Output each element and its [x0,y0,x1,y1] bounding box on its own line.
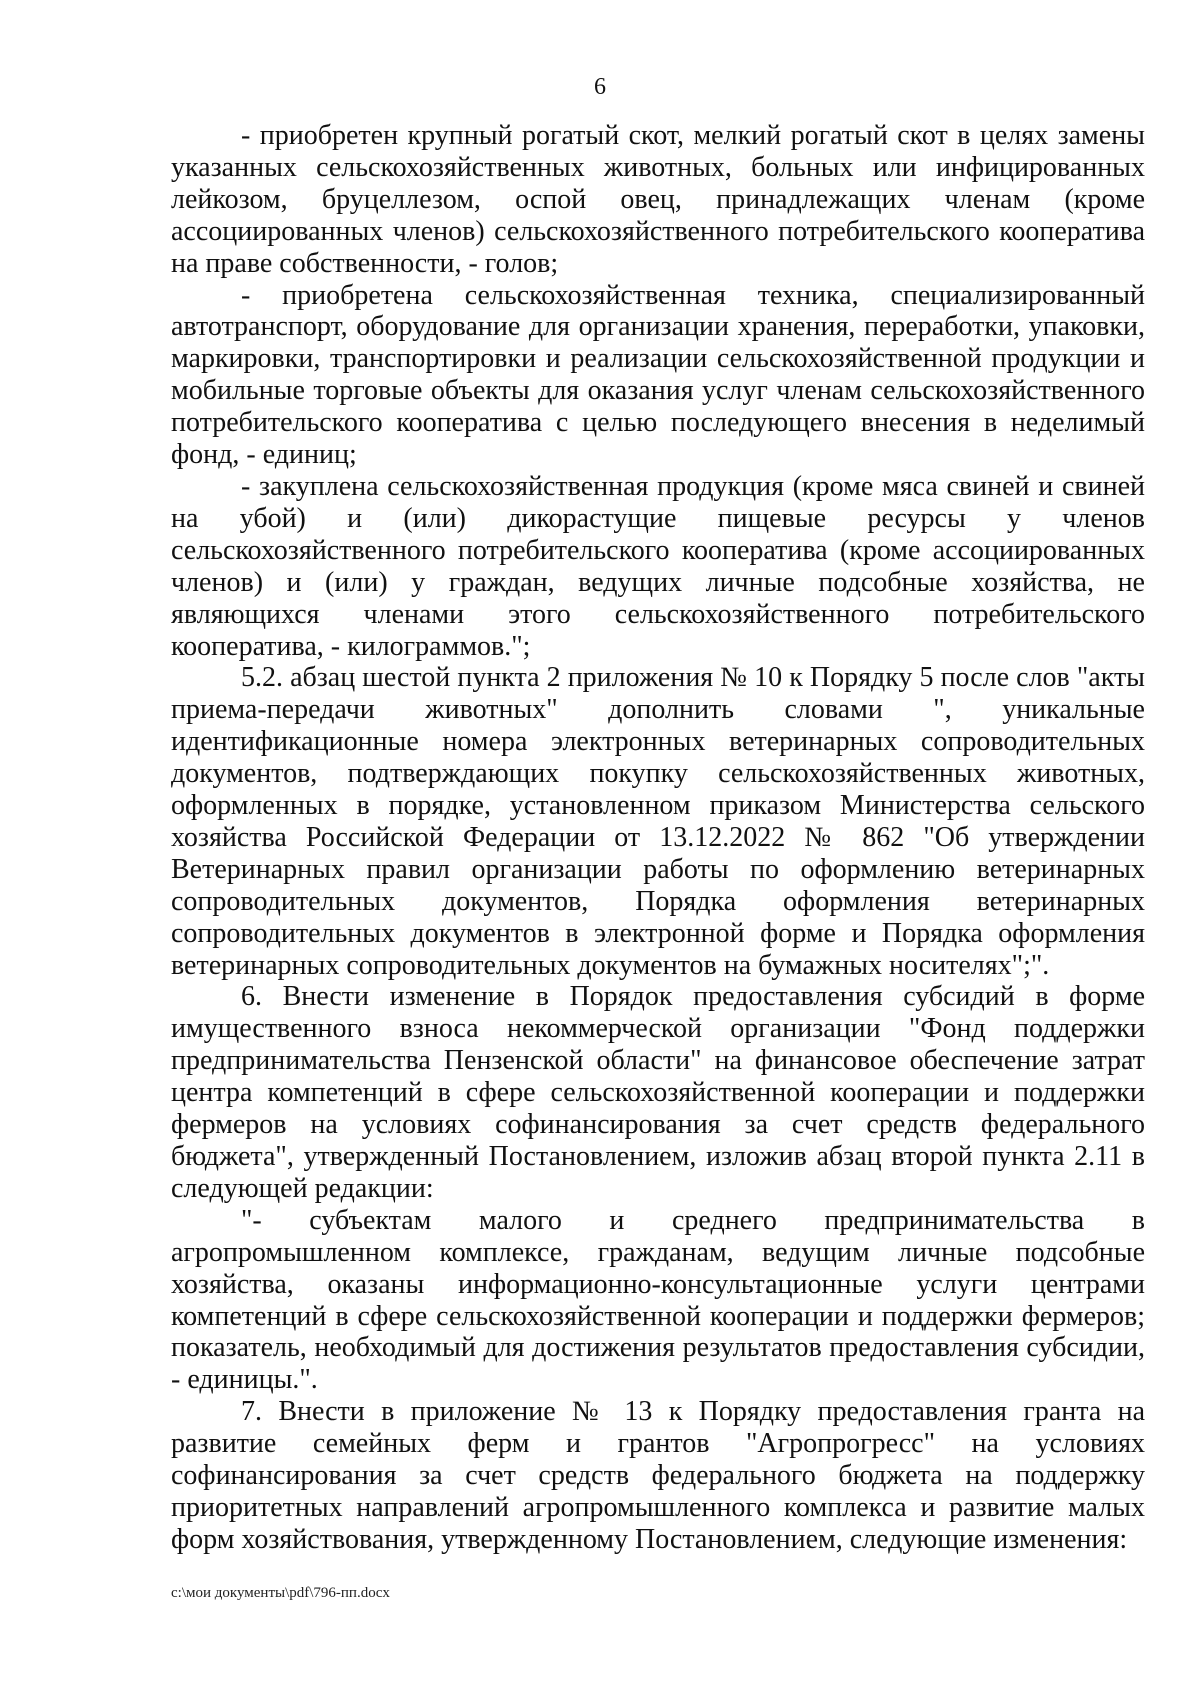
paragraph-cattle-purchase: - приобретен крупный рогатый скот, мелкий рогатый скот в целях замены указанных сельскохозяйственных животных, больных или инфицированных лейкозом, бруцеллезом, оспой овец, принадлежащих членам (кроме ассоциированных членов) сельскохозяйственного потребительского кооператива на праве собственности, - голов; [171,120,1145,279]
page-number: 6 [594,74,606,100]
document-body [171,120,1145,1556]
paragraph-equipment-purchase: - приобретена сельскохозяйственная техника, специализированный автотранспорт, оборудование для организации хранения, переработки, упаковки, маркировки, транспортировки и реализации сельскохозяйственной продукции и мобильные торговые объекты для оказания услуг членам сельскохозяйственного потребительского кооператива с целью последующего внесения в неделимый фонд, - единиц; [171,279,1145,471]
paragraph-clause-6: 6. Внести изменение в Порядок предоставления субсидий в форме имущественного взноса некоммерческой организации "Фонд поддержки предпринимательства Пензенской области" на финансовое обеспечение затрат центра компетенций в сфере сельскохозяйственной кооперации и поддержки фермеров на условиях софинансирования за счет средств федерального бюджета", утвержденный Постановлением, изложив абзац второй пункта 2.11 в следующей редакции: [171,981,1145,1204]
paragraph-produce-purchase: - закуплена сельскохозяйственная продукция (кроме мяса свиней и свиней на убой) и (или) дикорастущие пищевые ресурсы у членов сельскохозяйственного потребительского кооператива (кроме ассоциированных членов) и (или) у граждан, ведущих личные подсобные хозяйства, не являющихся членами этого сельскохозяйственного потребительского кооператива, - килограммов."; [171,470,1145,662]
paragraph-clause-7: 7. Внести в приложение № 13 к Порядку предоставления гранта на развитие семейных ферм и грантов "Агропрогресс" на условиях софинансирования за счет средств федерального бюджета на поддержку приоритетных направлений агропромышленного комплекса и развитие малых форм хозяйствования, утвержденному Постановлением, следующие изменения: [171,1396,1145,1555]
paragraph-clause-6-quote: "- субъектам малого и среднего предпринимательства в агропромышленном комплексе, гражданам, ведущим личные подсобные хозяйства, оказаны информационно-консультационные услуги центрами компетенций в сфере сельскохозяйственной кооперации и поддержки фермеров; показатель, необходимый для достижения результатов предоставления субсидии, - единицы.". [171,1204,1145,1396]
footer-file-path: c:\мои документы\pdf\796-пп.docx [171,1585,390,1601]
paragraph-clause-5-2: 5.2. абзац шестой пункта 2 приложения № 10 к Порядку 5 после слов "акты приема-передачи животных" дополнить словами ", уникальные идентификационные номера электронных ветеринарных сопроводительных документов, подтверждающих покупку сельскохозяйственных животных, оформленных в порядке, установленном приказом Министерства сельского хозяйства Российской Федерации от 13.12.2022 № 862 "Об утверждении Ветеринарных правил организации работы по оформлению ветеринарных сопроводительных документов, Порядка оформления ветеринарных сопроводительных документов в электронной форме и Порядка оформления ветеринарных сопроводительных документов на бумажных носителях";". [171,662,1145,981]
